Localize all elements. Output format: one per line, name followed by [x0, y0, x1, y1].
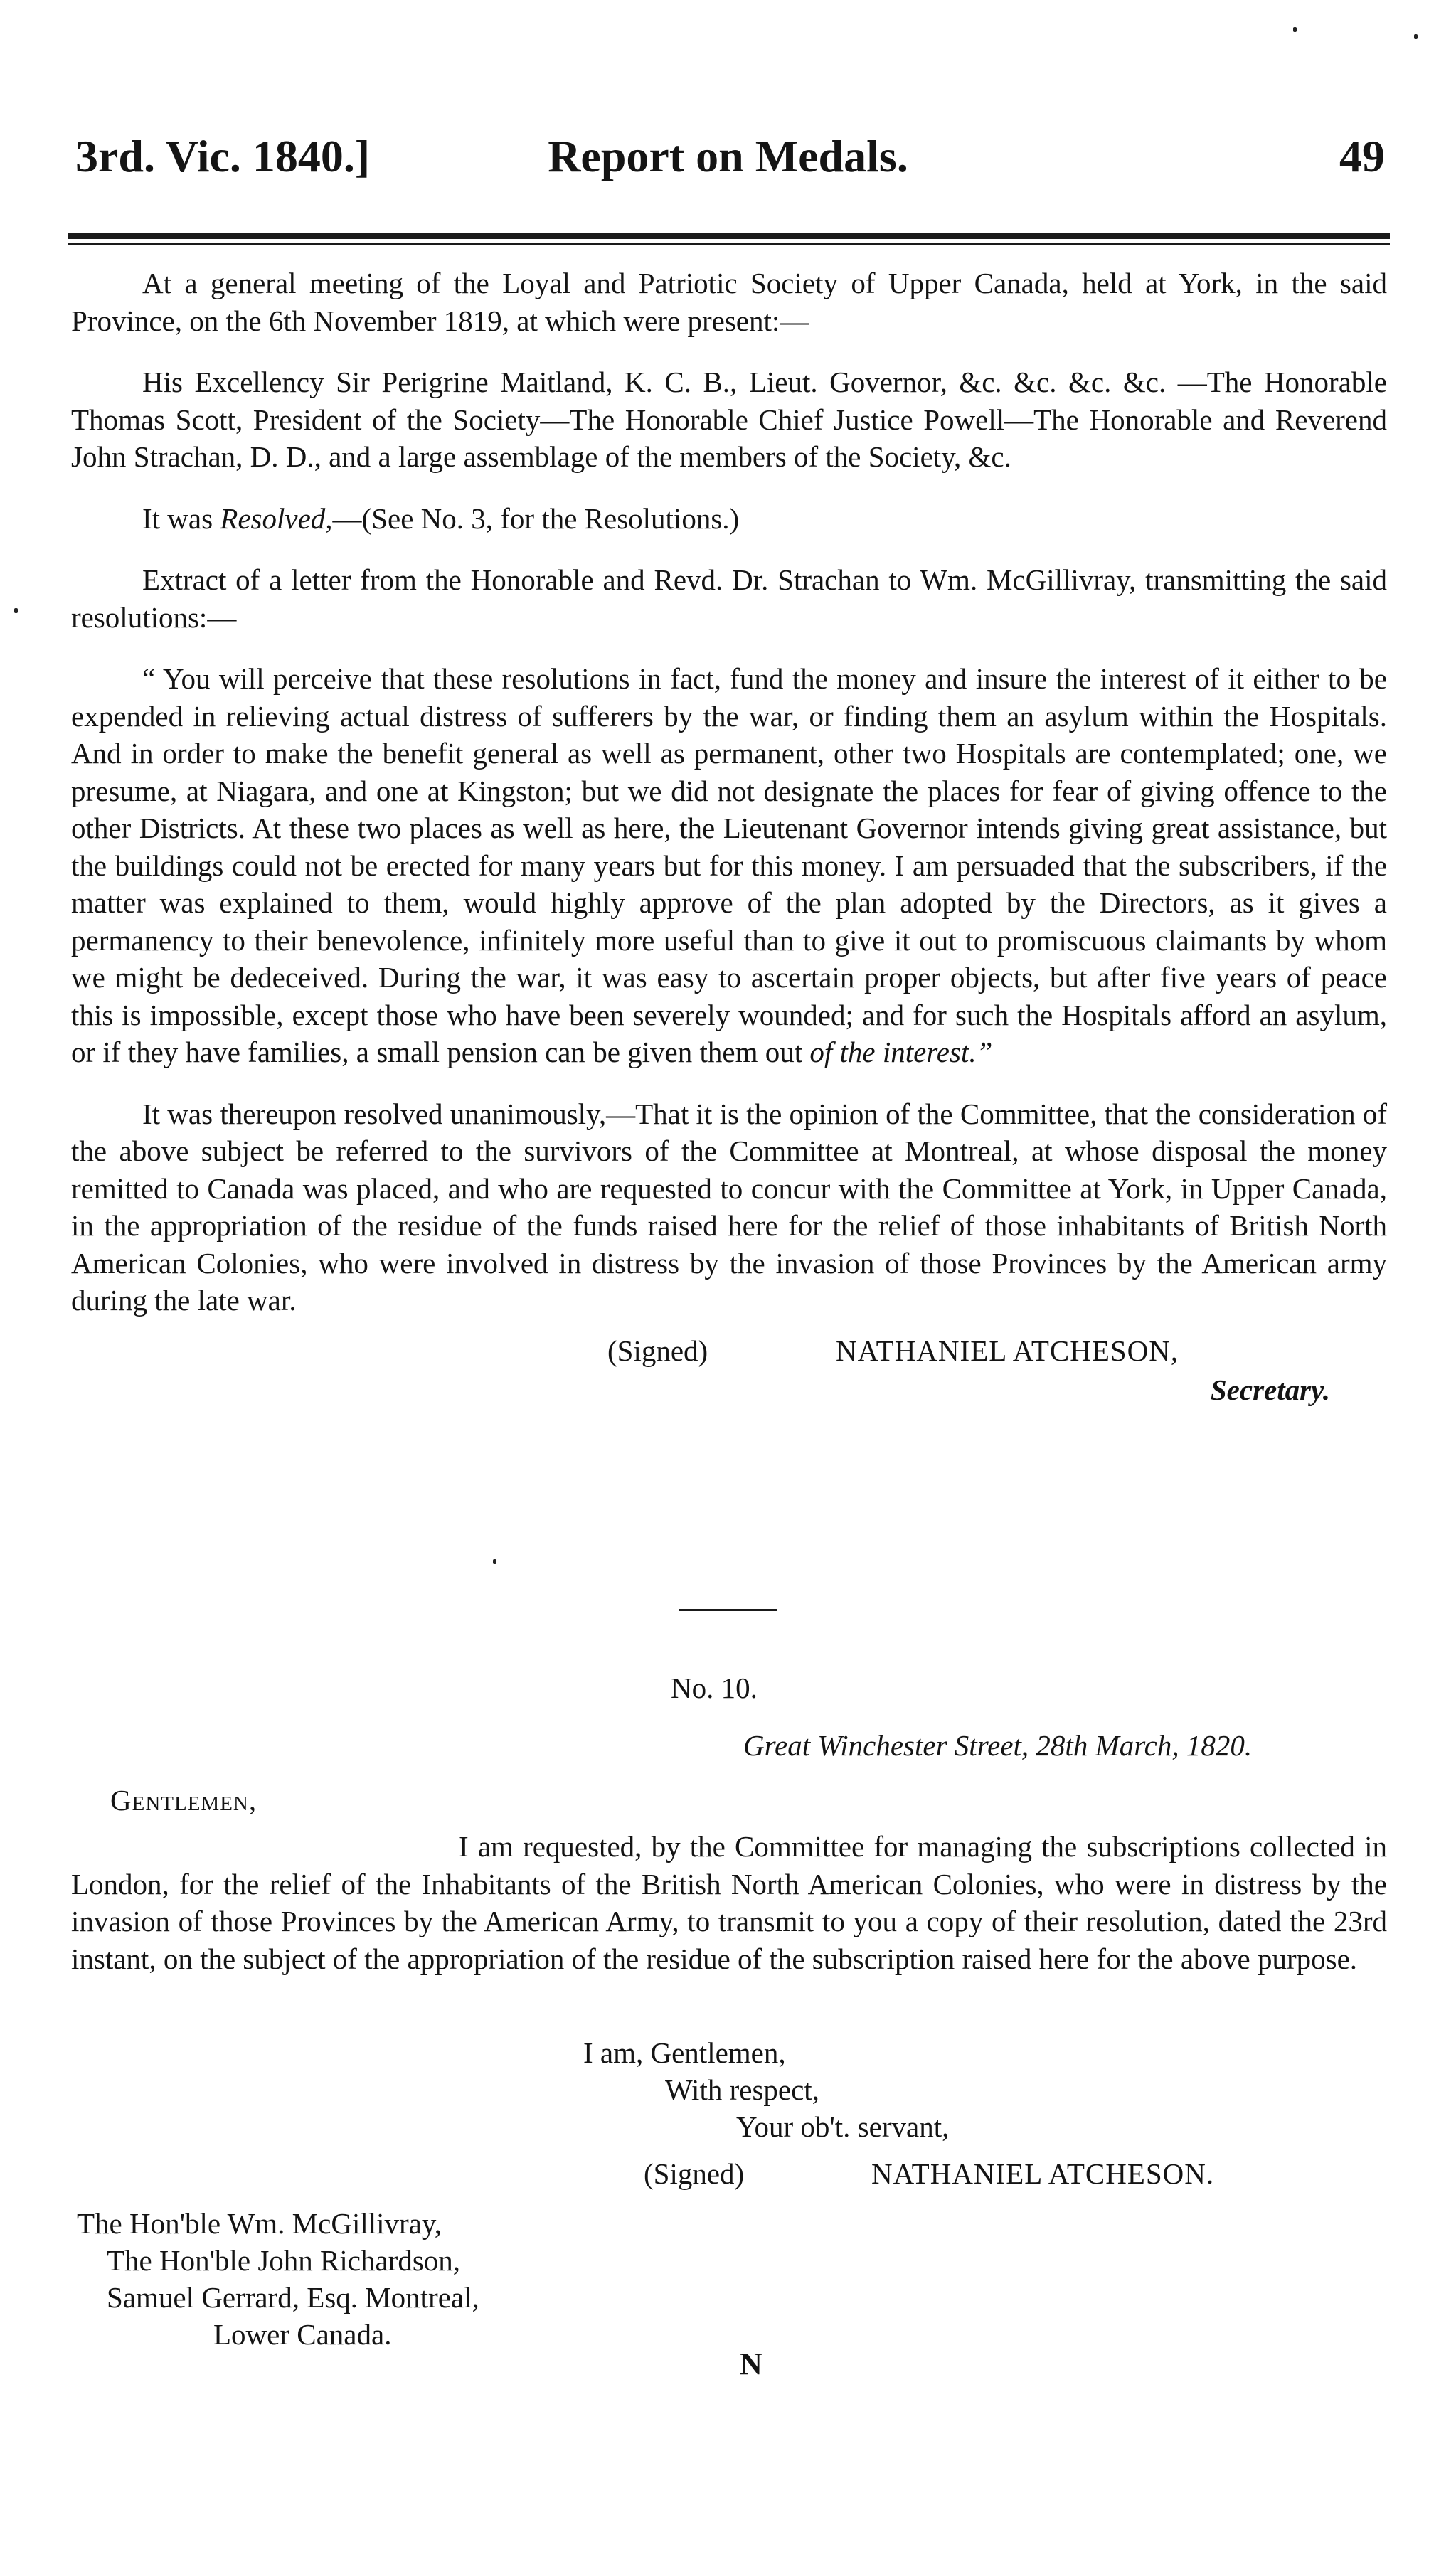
resolved-paragraph: [71, 500, 1387, 538]
letter-signed-label: (Signed): [644, 2157, 745, 2190]
salutation: Gentlemen,: [110, 1784, 257, 1817]
quote-main: “ You will perceive that these resolutions in fact, fund the money and insure the interest of it either to be expended in relieving actual distress of sufferers by the war, or finding them an asylum within the Hospitals. And in order to make the benefit general as well as permanent, other two Hospitals are contemplated; one, we presume, at Niagara, and one at Kingston; but we did not designate the places for fear of giving offence to the other Districts. At these two places as well as here, the Lieutenant Governor intends giving great assistance, but the buildings could not be erected for many years but for this money. I am persuaded that the subscribers, if the matter was explained to them, would highly approve of the plan adopted by the Directors, as it gives a permanency to their benevolence, infinitely more useful than to give it out to promiscuous claimants by whom we might be dedeceived. During the war, it was easy to ascertain proper objects, but after five years of peace this is impossible, except those who have been severely wounded; and for such the Hospitals afford an asylum, or if they have families, a small pension can be given them out: [71, 662, 1387, 1068]
closing-line-3: Your ob't. servant,: [736, 2110, 950, 2143]
signatory-title: Secretary.: [1210, 1373, 1330, 1406]
letter-number: No. 10.: [671, 1671, 758, 1704]
paper-speck: [1414, 34, 1418, 39]
resolved-suffix: —(See No. 3, for the Resolutions.): [332, 501, 740, 535]
addressee-line: Lower Canada.: [213, 2318, 392, 2351]
addressee-line: Samuel Gerrard, Esq. Montreal,: [107, 2281, 479, 2314]
quote-end: of the interest.”: [809, 1036, 993, 1068]
section-divider: [679, 1609, 777, 1611]
addressee-line: The Hon'ble Wm. McGillivray,: [77, 2207, 442, 2240]
resolved-prefix: It was: [142, 501, 220, 535]
closing-line-1: I am, Gentlemen,: [583, 2036, 786, 2069]
letter-signatory-name: NATHANIEL ATCHESON.: [871, 2157, 1215, 2190]
letter-dateline: Great Winchester Street, 28th March, 1820.: [743, 1729, 1253, 1762]
paper-speck: [14, 608, 18, 613]
signature-line: [71, 1332, 1387, 1369]
resolved-word: Resolved,: [220, 501, 333, 535]
thereupon-paragraph: It was thereupon resolved unanimously,—That it is the opinion of the Committee, that the consideration of the above subject be referred to the survivors of the Committee at Montreal, at whose disposal the money remitted to Canada was placed, and who are requested to concur with the Committee at York, in Upper Canada, in the appropriation of the residue of the funds raised here for the relief of those inhabitants of British North American Colonies, who were involved in distress by the invasion of those Provinces by the American army during the late war.: [71, 1097, 1387, 1317]
quote-paragraph: [71, 660, 1387, 1071]
meeting-paragraph: At a general meeting of the Loyal and Patriotic Society of Upper Canada, held at York, in the said Province, on the 6th November 1819, at which were present:—: [71, 267, 1387, 337]
paper-speck: [1293, 27, 1297, 32]
signature-mark: N: [740, 2346, 762, 2381]
header-rule-thick: [68, 233, 1390, 239]
letter-body: [71, 1828, 1387, 1977]
closing-line-2: With respect,: [665, 2073, 819, 2106]
signatory-name: NATHANIEL ATCHESON,: [836, 1334, 1179, 1367]
header-rule-thin: [68, 243, 1390, 245]
paper-speck: [493, 1559, 496, 1564]
page-number: 49: [1339, 131, 1385, 181]
addressee-line: The Hon'ble John Richardson,: [107, 2244, 461, 2277]
signed-label: (Signed): [607, 1334, 708, 1367]
letter-paragraph: I am requested, by the Committee for managing the subscriptions collected in London, for the relief of the Inhabitants of the British North American Colonies, who were in distress by the invasion of those Provinces by the American Army, to transmit to you a copy of their resolution, dated the 23rd instant, on the subject of the appropriation of the residue of the subscription raised here for the above purpose.: [71, 1830, 1387, 1975]
running-head-left: 3rd. Vic. 1840.]: [75, 131, 371, 181]
report-body: [71, 265, 1387, 1410]
extract-paragraph: Extract of a letter from the Honorable and Revd. Dr. Strachan to Wm. McGillivray, transmitting the said resolutions:—: [71, 563, 1387, 634]
present-paragraph: His Excellency Sir Perigrine Maitland, K. C. B., Lieut. Governor, &c. &c. &c. &c. —The Honorable Thomas Scott, President of the Society—The Honorable Chief Justice Powell—The Honorable and Reverend John Strachan, D. D., and a large assemblage of the members of the Society, &c.: [71, 366, 1387, 473]
running-title: Report on Medals.: [548, 131, 908, 181]
